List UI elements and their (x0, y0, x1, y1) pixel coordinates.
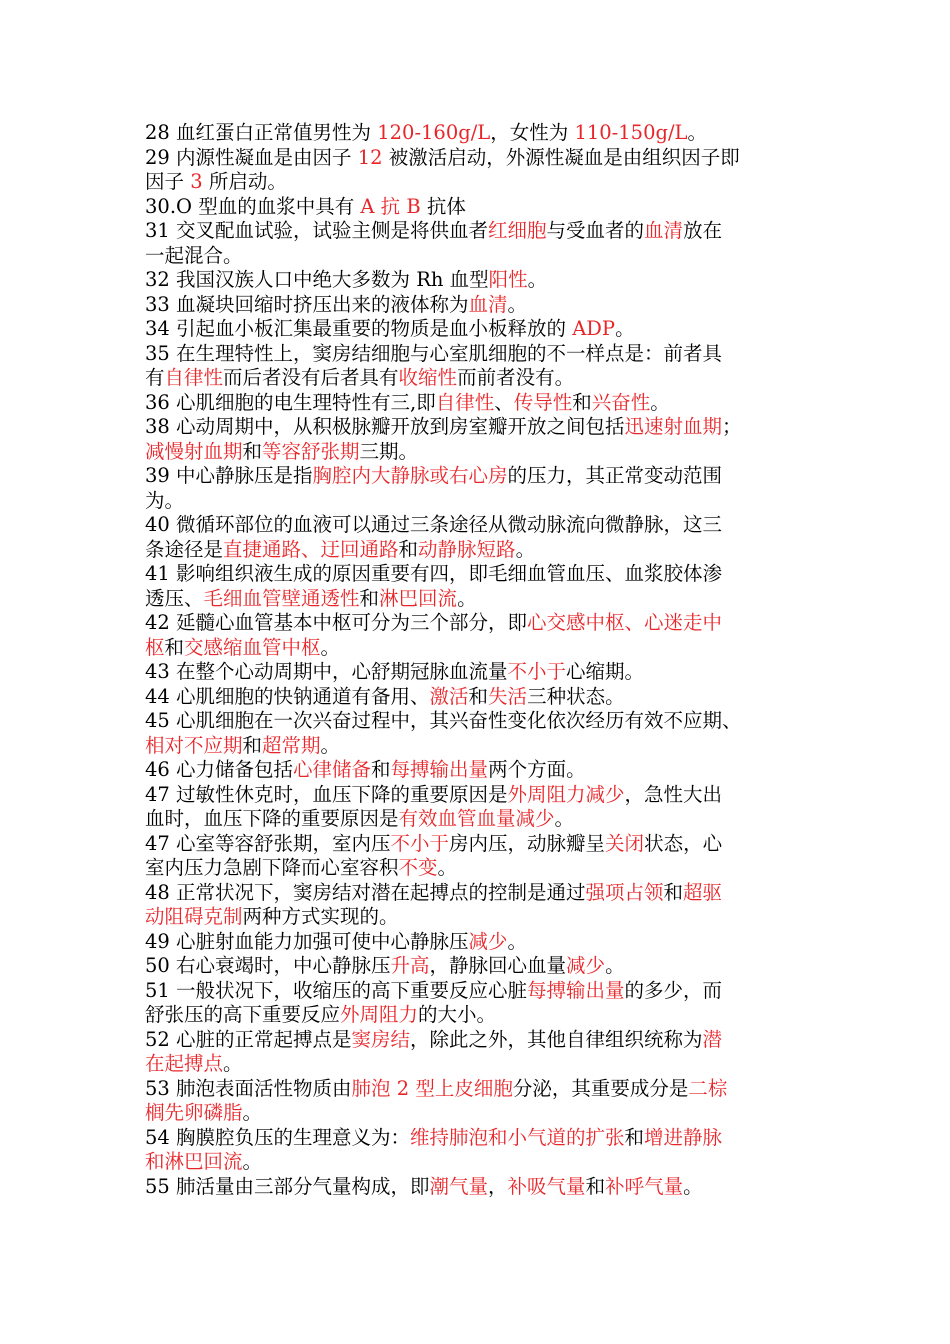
text-segment: 房内压，动脉瓣呈 (449, 831, 606, 855)
highlighted-answer: 二棕 (688, 1076, 728, 1100)
text-line (145, 587, 825, 612)
text-line (145, 685, 825, 710)
text-segment: 。 (615, 317, 635, 340)
text-segment: 一起混合。 (145, 243, 243, 267)
highlighted-answer: 有效血管血量减少 (398, 807, 555, 830)
text-segment: 39 中心静脉压是指 (145, 464, 313, 487)
text-segment: ， (488, 1174, 508, 1198)
text-segment: 和 (164, 635, 185, 659)
text-line (145, 734, 825, 759)
text-segment: 的压力，其正常变动范围 (507, 464, 723, 487)
highlighted-answer: 失活 (488, 684, 528, 708)
text-segment: 。 (223, 1052, 243, 1075)
text-line (145, 513, 825, 538)
text-segment: 为。 (145, 488, 185, 512)
text-segment: 50 右心衰竭时，中心静脉压 (145, 954, 391, 977)
highlighted-answer: 心交感中枢、心迷走中 (527, 611, 723, 634)
text-segment: 49 心脏射血能力加强可使中心静脉压 (145, 929, 469, 953)
text-segment: 两个方面。 (488, 758, 586, 781)
text-line (145, 317, 825, 342)
text-segment: ，静脉回心血量 (429, 954, 567, 977)
text-line (145, 709, 825, 734)
highlighted-answer: 12 (357, 145, 383, 169)
text-segment: 36 心肌细胞的电生理特性有三,即 (145, 390, 436, 414)
highlighted-answer: 枢 (145, 635, 165, 659)
highlighted-answer: 不变 (398, 856, 438, 879)
text-segment: 、 (494, 390, 514, 414)
text-line (145, 489, 825, 514)
text-segment: ，急性大出 (624, 782, 723, 806)
highlighted-answer: 外周阻力 (340, 1003, 419, 1026)
text-segment: 46 心力储备包括 (145, 758, 294, 781)
text-segment: 心缩期。 (566, 660, 645, 683)
highlighted-answer: 动阻碍克制 (145, 905, 243, 928)
highlighted-answer: 增进静脉 (644, 1125, 723, 1149)
text-line (145, 244, 825, 269)
text-segment: 和 (371, 758, 391, 781)
text-segment: 被激活启动，外源性凝血是由组织因子即 (382, 145, 740, 169)
highlighted-answer: 外周阻力减少 (507, 782, 625, 806)
highlighted-answer: 120-160g/L (377, 121, 491, 144)
text-segment: 和 (242, 439, 263, 463)
text-segment: 53 肺泡表面活性物质由 (145, 1076, 352, 1100)
text-segment: ； (722, 415, 742, 438)
highlighted-answer: 动静脉短路 (418, 537, 516, 561)
text-line (145, 293, 825, 318)
text-segment: 和 (359, 586, 380, 610)
highlighted-answer: 红细胞 (488, 219, 547, 242)
text-segment: 。 (437, 856, 458, 879)
text-line (145, 464, 825, 489)
highlighted-answer: 减少 (468, 929, 508, 953)
text-segment: 44 心肌细胞的快钠通道有备用、 (145, 684, 430, 708)
highlighted-answer: 自律性 (164, 366, 224, 389)
text-line (145, 440, 825, 465)
text-segment: 和 (624, 1125, 645, 1149)
text-line (145, 611, 825, 636)
text-segment: 舒张压的高下重要反应 (145, 1003, 341, 1026)
highlighted-answer: 补吸气量 (507, 1174, 586, 1198)
highlighted-answer: 血清 (644, 219, 684, 242)
highlighted-answer: 和淋巴回流 (145, 1150, 243, 1173)
text-segment: 38 心动周期中，从积极脉瓣开放到房室瓣开放之间包括 (145, 415, 625, 438)
highlighted-answer: 阳性 (488, 268, 528, 291)
text-segment: ，女性为 (490, 121, 575, 144)
text-segment: 。 (687, 121, 707, 144)
text-line (145, 1126, 825, 1151)
highlighted-answer: 每搏输出量 (527, 978, 625, 1002)
highlighted-answer: 迅速射血期 (624, 415, 723, 438)
text-line (145, 1003, 825, 1028)
text-line (145, 268, 825, 293)
text-segment: 47 心室等容舒张期，室内压 (145, 831, 391, 855)
highlighted-answer: 在起搏点 (145, 1052, 224, 1075)
text-segment: 。 (320, 635, 341, 659)
highlighted-answer: 不小于 (390, 831, 450, 855)
text-segment: 32 我国汉族人口中绝大多数为 Rh 血型 (145, 268, 489, 291)
highlighted-answer: 收缩性 (398, 366, 458, 389)
text-line (145, 1150, 825, 1175)
text-line (145, 930, 825, 955)
text-segment: 48 正常状况下，窦房结对潜在起搏点的控制是通过 (145, 880, 586, 904)
text-line (145, 121, 825, 146)
text-line (145, 342, 825, 367)
highlighted-answer: 榈先卵磷脂 (145, 1101, 243, 1124)
text-segment: 33 血凝块回缩时挤压出来的液体称为 (145, 292, 469, 316)
highlighted-answer: ADP (572, 317, 616, 340)
highlighted-answer: 毛细血管壁通透性 (203, 586, 360, 610)
text-segment: 43 在整个心动周期中，心舒期冠脉血流量 (145, 660, 508, 683)
text-line (145, 391, 825, 416)
text-line (145, 1101, 825, 1126)
text-line (145, 905, 825, 930)
text-segment: 和 (242, 733, 263, 757)
highlighted-answer: 补呼气量 (605, 1174, 684, 1198)
text-segment: 三期。 (359, 439, 419, 463)
text-segment: 。 (457, 586, 477, 610)
text-segment: 的大小。 (418, 1003, 497, 1026)
text-segment: 两种方式实现的。 (242, 905, 399, 928)
text-segment: 35 在生理特性上，窦房结细胞与心室肌细胞的不一样点是：前者具 (145, 341, 723, 365)
text-segment: 。 (242, 1101, 263, 1124)
text-segment: 和 (663, 880, 684, 904)
text-segment: 51 一般状况下，收缩压的高下重要反应心脏 (145, 978, 528, 1002)
text-line (145, 1077, 825, 1102)
highlighted-answer: 淋巴回流 (379, 586, 458, 610)
text-segment: 透压、 (145, 586, 204, 610)
highlighted-answer: 窦房结 (351, 1027, 411, 1051)
text-segment: 47 过敏性休克时，血压下降的重要原因是 (145, 782, 508, 806)
text-segment: 分泌，其重要成分是 (512, 1076, 689, 1100)
highlighted-answer: 相对不应期 (145, 733, 243, 757)
document-body (145, 121, 825, 1199)
text-segment: 和 (468, 684, 489, 708)
text-segment: 。 (605, 954, 625, 977)
highlighted-answer: 每搏输出量 (390, 758, 489, 781)
text-segment: 条途径是 (145, 537, 224, 561)
text-segment: 的多少，而 (624, 978, 723, 1002)
text-segment: 。 (507, 292, 528, 316)
text-segment: 放在 (683, 219, 723, 242)
text-segment: 30.O 型血的血浆中具有 (145, 194, 361, 218)
text-segment: 。 (242, 1150, 263, 1173)
text-segment: 。 (515, 537, 536, 561)
highlighted-answer: 血清 (468, 292, 508, 316)
highlighted-answer: 等容舒张期 (262, 439, 360, 463)
text-line (145, 1028, 825, 1053)
text-segment: 因子 (145, 170, 191, 193)
highlighted-answer: 超常期 (262, 733, 321, 757)
text-segment: 所启动。 (202, 170, 287, 193)
highlighted-answer: 肺泡 2 型上皮细胞 (351, 1076, 513, 1100)
highlighted-answer: 不小于 (507, 660, 567, 683)
text-segment: 42 延髓心血管基本中枢可分为三个部分，即 (145, 611, 528, 634)
highlighted-answer: 激活 (429, 684, 469, 708)
text-segment: 54 胸膜腔负压的生理意义为： (145, 1125, 411, 1149)
highlighted-answer: 潮气量 (429, 1174, 489, 1198)
text-segment: 41 影响组织液生成的原因重要有四，即毛细血管血压、血浆胶体渗 (145, 562, 723, 585)
text-line (145, 562, 825, 587)
text-segment: ，除此之外，其他自律组织统称为 (410, 1027, 703, 1051)
text-segment: 。 (554, 807, 575, 830)
text-segment: 和 (585, 1174, 606, 1198)
highlighted-answer: 交感缩血管中枢 (184, 635, 321, 659)
highlighted-answer: 110-150g/L (574, 121, 688, 144)
text-line (145, 636, 825, 661)
text-segment: 55 肺活量由三部分气量构成，即 (145, 1174, 430, 1198)
text-segment: 与受血者的 (546, 219, 645, 242)
text-line (145, 219, 825, 244)
text-line (145, 954, 825, 979)
text-line (145, 195, 825, 220)
highlighted-answer: 心律储备 (293, 758, 372, 781)
text-segment: 三种状态。 (527, 684, 625, 708)
highlighted-answer: 减少 (566, 954, 606, 977)
text-segment: 而前者没有。 (457, 366, 575, 389)
highlighted-answer: 强项占领 (585, 880, 664, 904)
text-line (145, 1175, 825, 1200)
text-line (145, 1052, 825, 1077)
highlighted-answer: 直捷通路、迂回通路 (223, 537, 399, 561)
text-segment: 。 (320, 733, 341, 757)
text-line (145, 856, 825, 881)
text-segment: 室内压力急剧下降而心室容积 (145, 856, 399, 879)
text-segment: 。 (683, 1174, 703, 1198)
highlighted-answer: 兴奋性 (591, 390, 651, 414)
text-line (145, 415, 825, 440)
highlighted-answer: A 抗 B (360, 194, 421, 218)
text-segment: 和 (398, 537, 419, 561)
text-line (145, 832, 825, 857)
text-segment: 有 (145, 366, 165, 389)
text-segment: 而后者没有后者具有 (223, 366, 399, 389)
text-segment: 28 血红蛋白正常值男性为 (145, 121, 378, 144)
text-line (145, 146, 825, 171)
highlighted-answer: 胸腔内大静脉或右心房 (312, 464, 508, 487)
text-line (145, 783, 825, 808)
text-line (145, 807, 825, 832)
text-line (145, 758, 825, 783)
highlighted-answer: 3 (190, 170, 203, 193)
text-segment: 。 (527, 268, 548, 291)
highlighted-answer: 关闭 (605, 831, 645, 855)
highlighted-answer: 减慢射血期 (145, 439, 243, 463)
text-line (145, 538, 825, 563)
text-segment: 血时，血压下降的重要原因是 (145, 807, 399, 830)
highlighted-answer: 维持肺泡和小气道的扩张 (410, 1125, 625, 1149)
text-segment: 29 内源性凝血是由因子 (145, 145, 358, 169)
text-line (145, 881, 825, 906)
text-segment: 52 心脏的正常起搏点是 (145, 1027, 352, 1051)
highlighted-answer: 传导性 (513, 390, 573, 414)
text-segment: 。 (507, 929, 528, 953)
text-segment: 状态，心 (644, 831, 723, 855)
text-segment: 40 微循环部位的血液可以通过三条途径从微动脉流向微静脉，这三 (145, 513, 723, 536)
text-line (145, 979, 825, 1004)
text-segment: 。 (650, 390, 670, 414)
text-segment: 和 (572, 390, 592, 414)
text-segment: 抗体 (420, 194, 466, 218)
text-line (145, 660, 825, 685)
text-segment: 34 引起血小板汇集最重要的物质是血小板释放的 (145, 317, 573, 340)
highlighted-answer: 自律性 (435, 390, 495, 414)
text-segment: 45 心肌细胞在一次兴奋过程中，其兴奋性变化依次经历有效不应期、 (145, 709, 742, 732)
text-line (145, 170, 825, 195)
text-segment: 31 交叉配血试验，试验主侧是将供血者 (145, 219, 489, 242)
highlighted-answer: 潜 (702, 1027, 723, 1051)
text-line (145, 366, 825, 391)
highlighted-answer: 超驱 (683, 880, 723, 904)
highlighted-answer: 升高 (390, 954, 430, 977)
